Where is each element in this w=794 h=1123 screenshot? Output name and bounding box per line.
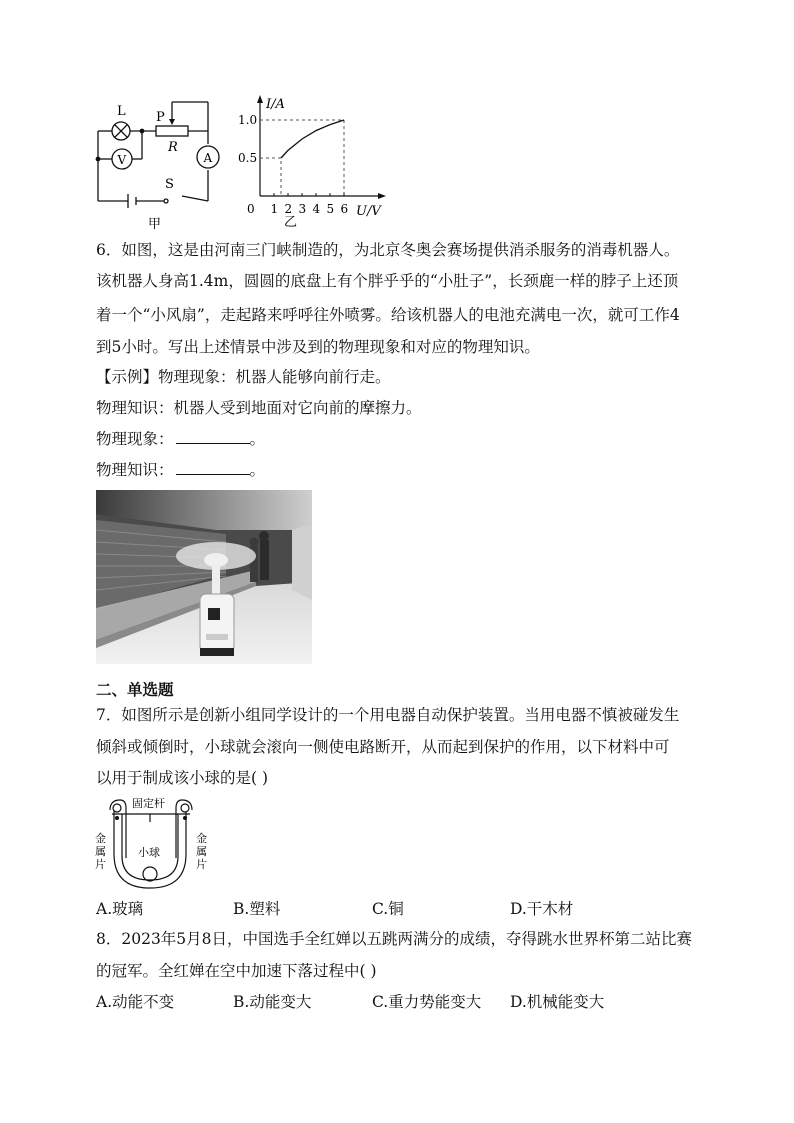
q7-line-1: 7．如图所示是创新小组同学设计的一个用电器自动保护装置。当用电器不慎被碰发生 [96,706,680,724]
ball-label: 小球 [138,846,160,859]
rod-label: 固定杆 [132,797,165,810]
q8-line-1: 8．2023年5月8日，中国选手全红婵以五跳两满分的成绩，夺得跳水世界杯第二站比赛 [96,930,693,948]
iu-curve [281,120,344,158]
graph-caption: 乙 [284,215,298,230]
q6-example-knowledge: 物理知识：机器人受到地面对它向前的摩擦力。 [96,399,422,417]
protection-device-diagram [92,794,216,894]
voltmeter-label: V [117,153,127,167]
y-axis-label: I/A [266,97,285,112]
circuit-diagram [92,98,222,230]
q6-line-2: 该机器人身高1.4m，圆圆的底盘上有个胖乎乎的“小肚子”，长颈鹿一样的脖子上还顶 [96,272,679,290]
phenomenon-label: 物理现象： [96,430,174,448]
iu-graph [232,92,400,232]
x-tick-label: 5 [326,202,335,216]
q7-option-a[interactable]: A.玻璃 [96,900,144,918]
q7-line-3: 以用于制成该小球的是( ) [96,769,269,787]
q7-line-2: 倾斜或倾倒时，小球就会滚向一侧使电路断开，从而起到保护的作用，以下材料中可 [96,738,670,756]
knowledge-label: 物理知识： [96,461,174,479]
knowledge-blank[interactable] [176,460,250,475]
x-axis-label: U/V [356,204,381,219]
x-tick-label: 2 [284,202,293,216]
x-tick-label: 3 [298,202,307,216]
q6-answer-phenomenon: 物理现象： 。 [96,430,266,448]
q7-option-c[interactable]: C.铜 [372,900,404,918]
lamp-label: L [117,104,126,119]
left-plate-label-1: 金 [95,832,106,845]
section-title: 二、单选题 [96,681,174,699]
q6-answer-knowledge: 物理知识： 。 [96,461,266,479]
q6-line-3: 着一个“小风扇”，走起路来呼呼往外喷雾。给该机器人的电池充满电一次，就可工作4 [96,306,680,324]
x-tick-label: 4 [312,202,321,216]
q8-line-2: 的冠军。全红婵在空中加速下落过程中( ) [96,962,377,980]
robot-photo [96,490,312,664]
q8-option-c[interactable]: C.重力势能变大 [372,993,482,1011]
right-plate-label-3: 片 [196,858,207,871]
x-tick-label: 1 [270,202,279,216]
q7-option-d[interactable]: D.干木材 [510,900,574,918]
q7-option-b[interactable]: B.塑料 [233,900,281,918]
ammeter-label: A [203,151,213,165]
guide-line-1 [260,158,281,196]
q8-option-d[interactable]: D.机械能变大 [510,993,605,1011]
right-plate-label-1: 金 [196,832,207,845]
phenomenon-blank[interactable] [176,429,250,444]
graph-origin: 0 [247,202,255,216]
y-tick-label: 0.5 [238,151,258,165]
left-plate-label-3: 片 [95,858,106,871]
left-plate-label-2: 属 [95,845,106,858]
resistor-label: R [168,140,178,155]
q6-line-1: 6．如图，这是由河南三门峡制造的，为北京冬奥会赛场提供消杀服务的消毒机器人。 [96,241,680,259]
circuit-caption: 甲 [148,217,162,230]
q8-option-b[interactable]: B.动能变大 [233,993,312,1011]
switch-label: S [165,177,174,192]
q6-example-phenomenon: 【示例】物理现象：机器人能够向前行走。 [96,368,391,386]
q6-line-4: 到5小时。写出上述情景中涉及到的物理现象和对应的物理知识。 [96,338,540,356]
x-tick-label: 6 [340,202,349,216]
y-tick-label: 1.0 [238,113,258,127]
q8-option-a[interactable]: A.动能不变 [96,993,175,1011]
slider-label: P [156,110,165,125]
right-plate-label-2: 属 [196,845,207,858]
